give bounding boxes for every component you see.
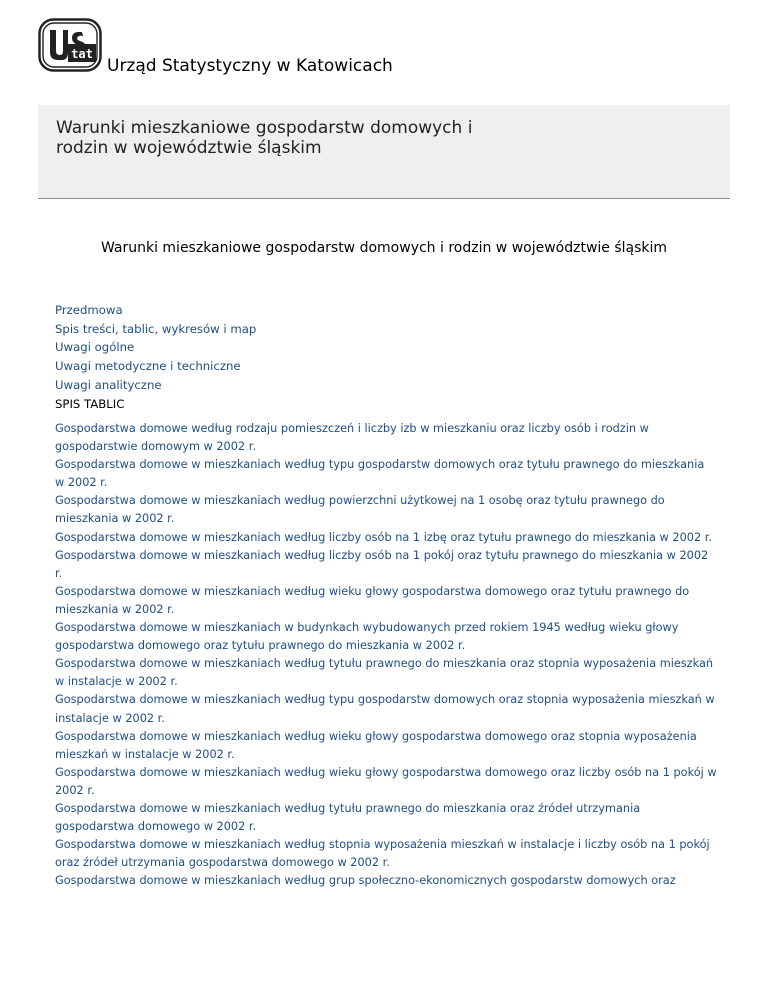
table-link[interactable]: Gospodarstwa domowe w mieszkaniach w budynkach wybudowanych przed rokiem 1945 według wieku głowy gospodarstwa domowego oraz tytułu prawnego do mieszkania w 2002 r. bbox=[55, 621, 679, 653]
tables-list bbox=[55, 420, 717, 890]
title-box bbox=[38, 105, 730, 199]
link-uwagi-metodyczne[interactable]: Uwagi metodyczne i techniczne bbox=[55, 359, 241, 374]
table-link[interactable]: Gospodarstwa domowe w mieszkaniach według tytułu prawnego do mieszkania oraz źródeł utrzymania gospodarstwa domowego w 2002 r. bbox=[55, 801, 641, 834]
link-uwagi-ogolne[interactable]: Uwagi ogólne bbox=[55, 340, 135, 355]
page-subtitle: Warunki mieszkaniowe gospodarstw domowych i rodzin w województwie śląskim bbox=[100, 240, 668, 256]
header bbox=[38, 18, 738, 78]
org-name: Urząd Statystyczny w Katowicach bbox=[107, 56, 393, 76]
table-link[interactable]: Gospodarstwa domowe w mieszkaniach według typu gospodarstw domowych oraz tytułu prawnego do mieszkania w 2002 r. bbox=[55, 458, 705, 490]
table-link[interactable]: Gospodarstwa domowe w mieszkaniach według wieku głowy gospodarstwa domowego oraz tytułu prawnego do mieszkania w 2002 r. bbox=[55, 584, 690, 616]
table-link[interactable]: Gospodarstwa domowe według rodzaju pomieszczeń i liczby izb w mieszkaniu oraz liczby osób i rodzin w gospodarstwie domowym w 2002 r. bbox=[55, 422, 649, 454]
tables-heading: SPIS TABLIC bbox=[55, 396, 125, 411]
table-link[interactable]: Gospodarstwa domowe w mieszkaniach według stopnia wyposażenia mieszkań w instalacje i liczby osób na 1 pokój oraz źródeł utrzymania gospodarstwa domowego w 2002 r. bbox=[55, 838, 710, 870]
svg-text:tat: tat bbox=[71, 47, 93, 61]
ustat-logo[interactable] bbox=[38, 18, 102, 72]
link-przedmowa[interactable]: Przedmowa bbox=[55, 303, 123, 317]
page-title: Warunki mieszkaniowe gospodarstw domowych i rodzin w województwie śląskim bbox=[56, 118, 473, 158]
table-link[interactable]: Gospodarstwa domowe w mieszkaniach według tytułu prawnego do mieszkania oraz stopnia wyposażenia mieszkań w instalacje w 2002 r. bbox=[55, 657, 714, 689]
table-link[interactable]: Gospodarstwa domowe w mieszkaniach według typu gospodarstw domowych oraz stopnia wyposażenia mieszkań w instalacje w 2002 r. bbox=[55, 693, 715, 725]
link-uwagi-analityczne[interactable]: Uwagi analityczne bbox=[55, 377, 162, 392]
table-link[interactable]: Gospodarstwa domowe w mieszkaniach według powierzchni użytkowej na 1 osobę oraz tytułu prawnego do mieszkania w 2002 r. bbox=[55, 494, 665, 526]
table-link[interactable]: Gospodarstwa domowe w mieszkaniach według grup społeczno-ekonomicznych gospodarstw domowych oraz bbox=[55, 874, 676, 888]
table-link[interactable]: Gospodarstwa domowe w mieszkaniach według wieku głowy gospodarstwa domowego oraz stopnia wyposażenia mieszkań w instalacje w 2002 r. bbox=[55, 729, 697, 761]
table-link[interactable]: Gospodarstwa domowe w mieszkaniach według liczby osób na 1 pokój oraz tytułu prawnego do mieszkania w 2002 r. bbox=[55, 548, 709, 580]
nav-links bbox=[55, 301, 720, 413]
link-spis-tresci[interactable]: Spis treści, tablic, wykresów i map bbox=[55, 321, 257, 336]
table-link[interactable]: Gospodarstwa domowe w mieszkaniach według wieku głowy gospodarstwa domowego oraz liczby osób na 1 pokój w 2002 r. bbox=[55, 765, 717, 797]
table-link[interactable]: Gospodarstwa domowe w mieszkaniach według liczby osób na 1 izbę oraz tytułu prawnego do mieszkania w 2002 r. bbox=[55, 530, 712, 544]
